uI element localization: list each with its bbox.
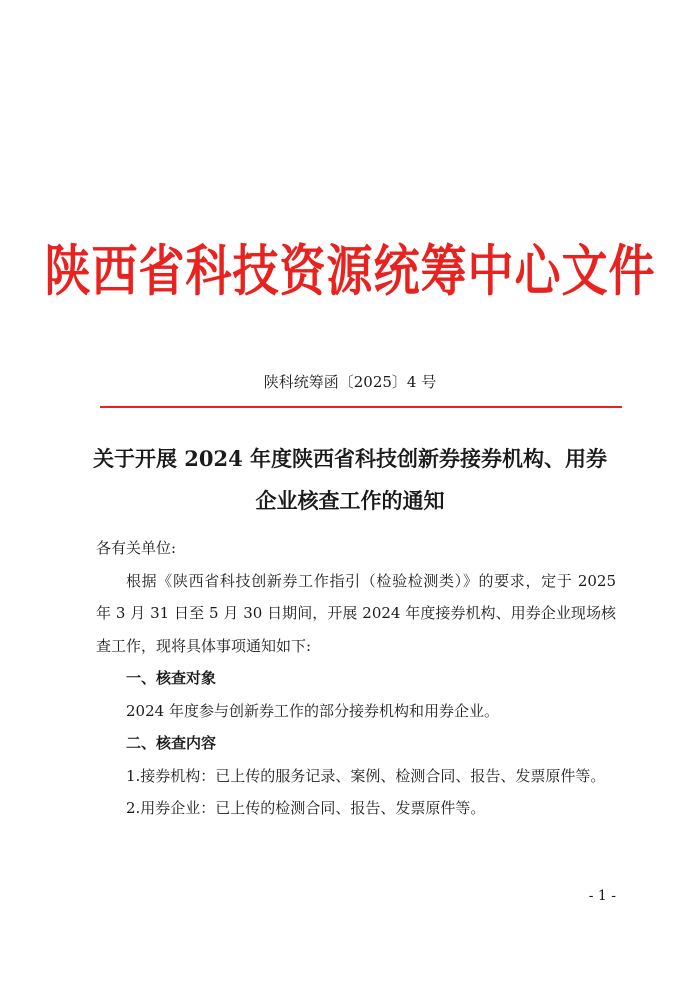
salutation: 各有关单位: — [96, 539, 177, 557]
content-item-institutions: 1.接券机构：已上传的服务记录、案例、检测合同、报告、发票原件等。 — [126, 766, 606, 785]
document-body — [96, 532, 616, 825]
content-item-enterprises: 2.用券企业：已上传的检测合同、报告、发票原件等。 — [126, 799, 486, 817]
document-masthead: 陕西省科技资源统筹中心文件 — [44, 238, 656, 304]
document-title: 关于开展 2024 年度陕西省科技创新券接券机构、用券企业核查工作的通知 — [92, 446, 608, 513]
intro-paragraph: 根据《陕西省科技创新券工作指引（检验检测类）》的要求，定于 2025 年 3 月 31 日至 5 月 30 日期间，开展 2024 年度接券机构、用券企业现场核查工作，现将具体事项通知如下: — [96, 571, 616, 655]
document-number: 陕科统筹函〔2025〕4 号 — [263, 373, 437, 391]
red-divider-line — [100, 406, 622, 408]
section-heading-targets: 一、核查对象 — [126, 669, 217, 687]
section-targets-text: 2024 年度参与创新券工作的部分接券机构和用券企业。 — [126, 701, 499, 720]
section-heading-content: 二、核查内容 — [126, 734, 217, 752]
page-number: - 1 - — [588, 888, 616, 904]
